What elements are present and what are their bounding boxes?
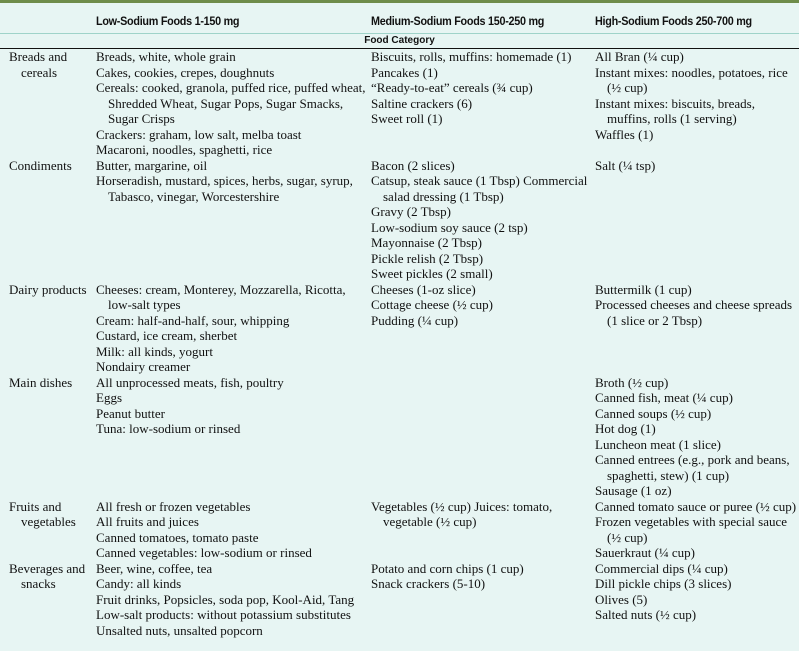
food-item: Canned entrees (e.g., pork and beans, spaghetti, stew) (1 cup) — [595, 452, 790, 483]
high-sodium-cell — [595, 282, 799, 375]
table-row — [0, 158, 799, 282]
food-item: Cream: half-and-half, sour, whipping — [96, 312, 290, 328]
low-sodium-cell — [96, 282, 371, 375]
food-item: Instant mixes: noodles, potatoes, rice (½ cup) — [595, 64, 788, 95]
table-row — [0, 375, 799, 499]
food-item: Candy: all kinds — [96, 576, 182, 591]
food-item: Sausage (1 oz) — [595, 483, 672, 498]
food-item: Milk: all kinds, yogurt — [96, 343, 213, 359]
category-cell — [0, 499, 96, 561]
food-item: Unsalted nuts, unsalted popcorn — [96, 622, 263, 638]
food-item: Beer, wine, coffee, tea — [96, 560, 213, 576]
food-item: Sauerkraut (¼ cup) — [595, 545, 695, 560]
category-label: Dairy products — [9, 281, 87, 297]
food-item: All fresh or frozen vegetables — [96, 498, 251, 514]
food-item: Cheeses (1-oz slice) — [371, 281, 476, 297]
food-item: Canned vegetables: low-sodium or rinsed — [96, 545, 312, 560]
food-item: Broth (½ cup) — [595, 374, 669, 390]
food-item: Commercial dips (¼ cup) — [595, 560, 728, 576]
category-label: Condiments — [9, 157, 72, 173]
food-item: Custard, ice cream, sherbet — [96, 328, 238, 343]
header-high-sodium: High-Sodium Foods 250-700 mg — [595, 14, 752, 28]
table-row — [0, 499, 799, 561]
food-item: Crackers: graham, low salt, melba toast — [96, 126, 302, 142]
food-item: Low-sodium soy sauce (2 tsp) — [371, 219, 528, 235]
category-cell — [0, 375, 96, 499]
category-label: Beverages and snacks — [9, 560, 86, 591]
food-item: Cheeses: cream, Monterey, Mozzarella, Ricotta, low-salt types — [96, 281, 346, 312]
food-item: Snack crackers (5-10) — [371, 576, 486, 591]
high-sodium-cell — [595, 375, 799, 499]
category-label: Fruits and vegetables — [9, 498, 76, 529]
food-item: Canned soups (½ cup) — [595, 405, 712, 421]
food-item: Horseradish, mustard, spices, herbs, sugar, syrup, Tabasco, vinegar, Worcestershire — [96, 173, 353, 204]
food-item: All fruits and juices — [96, 514, 199, 529]
food-item: Waffles (1) — [595, 126, 654, 142]
food-item: Saltine crackers (6) — [371, 95, 473, 111]
medium-sodium-cell — [371, 158, 595, 282]
food-item: Luncheon meat (1 slice) — [595, 436, 721, 452]
food-item: Nondairy creamer — [96, 359, 191, 374]
category-cell — [0, 561, 96, 639]
table-row — [0, 561, 799, 639]
high-sodium-cell — [595, 158, 799, 282]
category-label: Breads and cereals — [9, 49, 68, 80]
high-sodium-cell — [595, 499, 799, 561]
food-item: Peanut butter — [96, 405, 165, 421]
food-category-label: Food Category — [364, 35, 435, 46]
food-item: Gravy (2 Tbsp) — [371, 204, 451, 219]
food-item: Hot dog (1) — [595, 421, 656, 436]
medium-sodium-cell — [371, 499, 595, 561]
food-item: Frozen vegetables with special sauce (½ cup) — [595, 514, 788, 545]
food-item: Sweet pickles (2 small) — [371, 266, 493, 281]
food-item: Canned tomatoes, tomato paste — [96, 529, 259, 545]
food-item: Instant mixes: biscuits, breads, muffins, rolls (1 serving) — [595, 95, 755, 126]
food-item: Macaroni, noodles, spaghetti, rice — [96, 142, 273, 157]
medium-sodium-cell — [371, 561, 595, 639]
header-low-sodium: Low-Sodium Foods 1-150 mg — [96, 14, 240, 28]
category-cell — [0, 158, 96, 282]
food-item: Pancakes (1) — [371, 64, 438, 80]
food-item: Butter, margarine, oil — [96, 157, 208, 173]
category-label: Main dishes — [9, 374, 73, 390]
food-item: Canned tomato sauce or puree (½ cup) — [595, 498, 797, 514]
food-item: Catsup, steak sauce (1 Tbsp) Commercial salad dressing (1 Tbsp) — [371, 173, 588, 204]
low-sodium-cell — [96, 375, 371, 499]
low-sodium-cell — [96, 499, 371, 561]
category-cell — [0, 282, 96, 375]
food-item: Sweet roll (1) — [371, 111, 443, 126]
food-item: Processed cheeses and cheese spreads (1 slice or 2 Tbsp) — [595, 297, 793, 328]
table-row — [0, 49, 799, 158]
food-item: Potato and corn chips (1 cup) — [371, 560, 524, 576]
food-item: Pudding (¼ cup) — [371, 312, 459, 328]
sodium-foods-table — [0, 49, 799, 638]
header-medium-sodium: Medium-Sodium Foods 150-250 mg — [371, 14, 545, 28]
medium-sodium-cell — [371, 282, 595, 375]
food-item: Cottage cheese (½ cup) — [371, 297, 494, 312]
low-sodium-cell — [96, 561, 371, 639]
top-accent-bar — [0, 0, 799, 3]
food-item: Eggs — [96, 390, 122, 405]
food-item: Pickle relish (2 Tbsp) — [371, 250, 484, 266]
low-sodium-cell — [96, 158, 371, 282]
food-item: Mayonnaise (2 Tbsp) — [371, 235, 482, 250]
food-item: All Bran (¼ cup) — [595, 49, 684, 64]
high-sodium-cell — [595, 561, 799, 639]
low-sodium-cell — [96, 49, 371, 158]
food-item: Cereals: cooked, granola, puffed rice, puffed wheat, Shredded Wheat, Sugar Pops, Sugar Smacks, Sugar Crisps — [96, 80, 366, 126]
medium-sodium-cell — [371, 49, 595, 158]
food-item: Dill pickle chips (3 slices) — [595, 576, 732, 591]
food-item: Buttermilk (1 cup) — [595, 281, 692, 297]
medium-sodium-cell — [371, 375, 595, 499]
food-item: Salt (¼ tsp) — [595, 157, 656, 173]
food-item: All unprocessed meats, fish, poultry — [96, 374, 284, 390]
category-cell — [0, 49, 96, 158]
food-item: Biscuits, rolls, muffins: homemade (1) — [371, 49, 572, 64]
food-item: Breads, white, whole grain — [96, 49, 236, 64]
food-item: “Ready-to-eat” cereals (¾ cup) — [371, 80, 533, 95]
food-item: Cakes, cookies, crepes, doughnuts — [96, 64, 275, 80]
table-row — [0, 282, 799, 375]
food-item: Canned fish, meat (¼ cup) — [595, 390, 733, 405]
food-item: Bacon (2 slices) — [371, 157, 455, 173]
food-item: Olives (5) — [595, 591, 648, 607]
food-item: Fruit drinks, Popsicles, soda pop, Kool-Aid, Tang — [96, 591, 355, 607]
high-sodium-cell — [595, 49, 799, 158]
food-item: Low-salt products: without potassium substitutes — [96, 607, 351, 622]
food-item: Tuna: low-sodium or rinsed — [96, 421, 241, 436]
food-item: Vegetables (½ cup) Juices: tomato, vegetable (½ cup) — [371, 498, 553, 529]
food-item: Salted nuts (½ cup) — [595, 607, 697, 622]
